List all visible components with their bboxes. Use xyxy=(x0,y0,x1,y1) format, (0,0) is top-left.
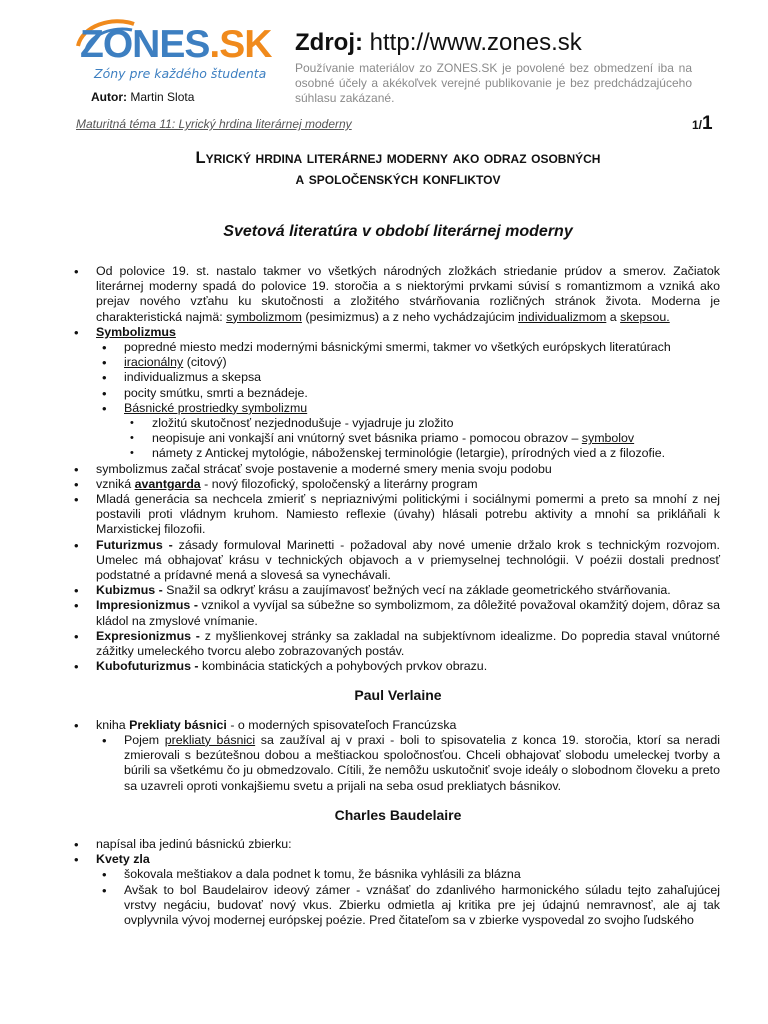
term-prekliaty-basnici: prekliaty básnici xyxy=(164,732,256,747)
list-item xyxy=(76,477,720,492)
p3-c: - nový filozofický, spoločenský a literárny program xyxy=(204,476,478,491)
v1-a: kniha xyxy=(96,717,126,732)
term-avantgarda: avantgarda xyxy=(134,476,201,491)
page-current: 1/ xyxy=(692,118,703,132)
list-item: • šokovala meštiakov a dala podnet k tomu, že básnika vyhlásili za blázna xyxy=(76,867,720,882)
list-item xyxy=(76,733,720,794)
b2-text: neopisuje ani vonkajší ani vnútorný svet básnika priamo - pomocou obrazov – xyxy=(152,431,579,446)
basnicke-prostriedky: Básnické prostriedky symbolizmu xyxy=(124,400,308,415)
zones-logo[interactable] xyxy=(76,22,276,84)
title-line-1: Lyrický hrdina literárnej moderny ako odraz osobných xyxy=(195,149,601,167)
expresionizmus-label: Expresionizmus - xyxy=(96,628,200,643)
logo-tagline: Zóny pre každého študenta xyxy=(94,66,267,81)
list-item xyxy=(76,659,720,674)
futurizmus-text: zásady formuloval Marinetti - požadoval aby nové umenie držalo krok s technickým rozvojom. Umelec má obhajovať krásu v technických objavoch a v priemyselnej technológii. V poézii dostali prednosť podstatné a prídavné mená a slovesá sa vynechávali. xyxy=(96,537,720,583)
list-item: • Avšak to bol Baudelairov ideový zámer - vznášať do zdanlivého harmonického súladu tejto zahaľujúcej vrstvy negáciu, budovať nový vkus. Zbierku odmietla aj kritika pre jej údajnú nemravnosť, ale aj tak ovplyvnila vývoj modernej európskej poézie. Pred čitateľom sa v zbierke vyspovedal zo svojho ľudského xyxy=(76,883,720,929)
logo-wordmark-sk: .SK xyxy=(209,23,272,66)
list-item xyxy=(76,401,720,416)
list-item: • námety z Antickej mytológie, náboženskej terminológie (letargie), prírodných vied a z filozofie. xyxy=(76,446,720,461)
source-line xyxy=(295,29,582,57)
intro-and: a xyxy=(609,309,617,324)
page-total: 1 xyxy=(702,113,713,134)
modern-literature-list xyxy=(76,264,720,674)
list-item: • zložitú skutočnosť nezjednodušuje - vyjadruje ju zložito xyxy=(76,416,720,431)
source-label: Zdroj: xyxy=(295,29,363,56)
page-number xyxy=(692,113,713,135)
baudelaire-heading: Charles Baudelaire xyxy=(334,806,462,823)
usage-notice: Používanie materiálov zo ZONES.SK je povolené bez obmedzení iba na osobné účely a akékoľvek verejné publikovanie je bez predchádzajúceho súhlasu zakázané. xyxy=(295,61,692,105)
term-individualizmom: individualizmom xyxy=(518,309,607,324)
author-label: Autor: xyxy=(91,90,127,104)
source-url-link[interactable]: http://www.zones.sk xyxy=(369,29,582,56)
v2-a: Pojem xyxy=(124,732,160,747)
list-item xyxy=(76,264,720,325)
expresionizmus-text: z myšlienkovej stránky sa zakladal na subjektívnom idealizme. Do popredia staval vnútorné zážitky umeleckého tvorcu alebo zobrazovaných postáv. xyxy=(96,628,720,659)
intro-text: Od polovice 19. st. nastalo takmer vo všetkých národných zložkách striedanie prúdov a smerov. Začiatok literárnej moderny spadá do polovice 19. storočia a s niektorými prvkami súvisí s romantizmom a vzniká ako prejav nového vzťahu ku skutočnosti a zložitého stvárňovania rozličných stránok života. Moderna je charakteristická najmä: xyxy=(96,264,720,324)
title-line-2: a spoločenských konfliktov xyxy=(295,170,501,188)
intro-mid: (pesimizmus) a z neho vychádzajúcim xyxy=(305,309,515,324)
list-item: • symbolizmus začal strácať svoje postavenie a moderné smery menia svoju podobu xyxy=(76,462,720,477)
list-item: • napísal iba jedinú básnickú zbierku: xyxy=(76,837,720,852)
page-title xyxy=(76,148,720,190)
running-title: Maturitná téma 11: Lyrický hrdina literárnej moderny xyxy=(76,117,352,131)
kubizmus-label: Kubizmus - xyxy=(96,583,163,598)
verlaine-heading: Paul Verlaine xyxy=(354,687,442,704)
list-item: • Mladá generácia sa nechcela zmieriť s nepriaznivými politickými i sociálnymi pomermi a preto sa mnohí z nej postavili proti vládnym kruhom. Namiesto reflexie (úvahy) hlásali potrebu aktivity a mnohí sa prikláňali k Marxistickej filozofii. xyxy=(76,492,720,538)
kubizmus-text: Snažil sa odkryť krásu a zaujímavosť bežných vecí na základe geometrického stvárňovania. xyxy=(166,583,671,598)
futurizmus-label: Futurizmus - xyxy=(96,537,173,552)
p3-a: vzniká xyxy=(96,476,132,491)
author-name: Martin Slota xyxy=(130,90,195,104)
kubofuturizmus-label: Kubofuturizmus - xyxy=(96,659,199,674)
verlaine-list xyxy=(76,718,720,794)
list-item: • popredné miesto medzi modernými básnickými smermi, takmer vo všetkých európskych literatúrach xyxy=(76,340,720,355)
list-item xyxy=(76,325,720,340)
list-item xyxy=(76,718,720,733)
list-item xyxy=(76,598,720,628)
symbolizmus-heading: Symbolizmus xyxy=(96,324,176,339)
kubofuturizmus-text: kombinácia statických a pohybových prvkov obrazu. xyxy=(202,659,488,674)
prekliaty-basnici-title: Prekliaty básnici xyxy=(129,717,227,732)
author-line xyxy=(91,90,194,104)
baudelaire-list xyxy=(76,837,720,928)
citovy-text: (citový) xyxy=(186,355,227,370)
list-item xyxy=(76,538,720,584)
v1-c: - o moderných spisovateľoch Francúzska xyxy=(230,717,457,732)
v2-c: sa zaužíval aj v praxi - boli to spisovatelia z konca 19. storočia, ktorí sa neradi zmierovali s bezútešnou dobou a meštiackou spoločnosťou. Chceli obhajovať slobodu umeleckej tvorby a búrili sa všetkému čo ju obmedzovalo. Cítili, že nemôžu uskutočniť svoje ideály o slobodnom človeku a preto sa uzavreli oproti vonkajšiemu svetu a prijali na seba osud prekliatych básnikov. xyxy=(124,732,720,793)
list-item xyxy=(76,355,720,370)
list-item xyxy=(76,583,720,598)
logo-wordmark-zones: ZONES xyxy=(80,23,210,66)
term-iracionalny: iracionálny xyxy=(124,355,184,370)
list-item: • pocity smútku, smrti a beznádeje. xyxy=(76,386,720,401)
term-symbolov: symbolov xyxy=(581,431,635,446)
list-item xyxy=(76,629,720,659)
logo-wordmark xyxy=(80,24,271,66)
list-item xyxy=(76,431,720,446)
list-item: • individualizmus a skepsa xyxy=(76,370,720,385)
term-symbolizmom: symbolizmom xyxy=(226,309,302,324)
section-subtitle: Svetová literatúra v období literárnej moderny xyxy=(223,223,573,240)
impresionizmus-text: vznikol a vyvíjal sa súbežne so symbolizmom, za dôležité považoval okamžitý dojem, dôraz sa kládol na zmyslové vnímanie. xyxy=(96,598,720,628)
term-skepsou: skepsou. xyxy=(620,309,670,324)
list-item xyxy=(76,852,720,867)
impresionizmus-label: Impresionizmus - xyxy=(96,598,198,613)
kvety-zla-title: Kvety zla xyxy=(96,852,150,867)
document-body xyxy=(76,264,720,928)
